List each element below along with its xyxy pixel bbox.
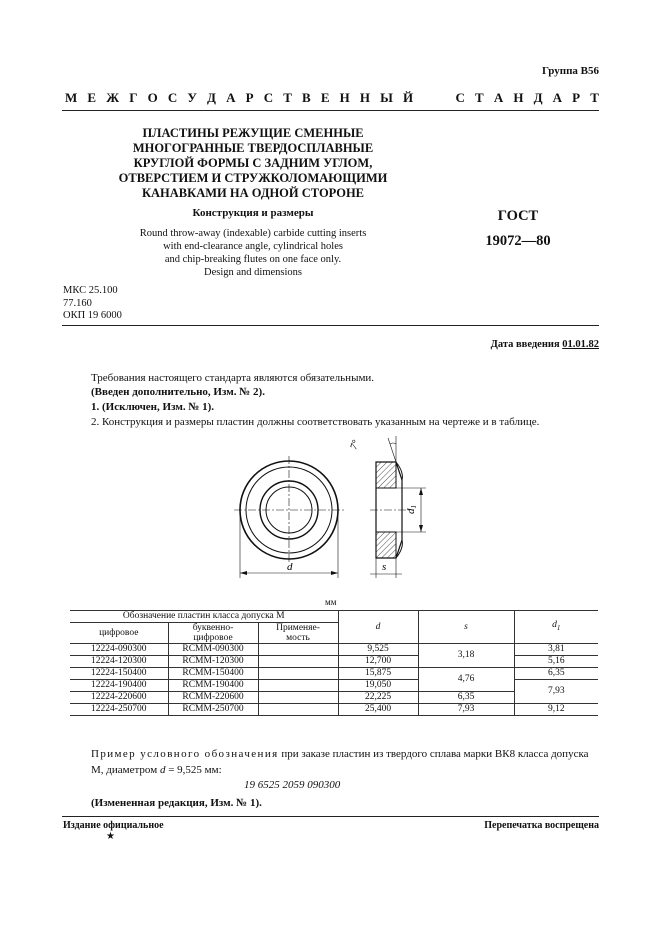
clearance-angle-label: 7° <box>348 438 362 452</box>
table-header-s: s <box>418 611 514 644</box>
cell-d1: 5,16 <box>514 656 598 668</box>
effective-date-label: Дата введения <box>490 339 563 350</box>
table-header-row-1 <box>70 611 598 623</box>
cell-alpha: RCMM-120300 <box>168 656 258 668</box>
cell-d: 15,875 <box>338 668 418 680</box>
table-header-d: d <box>338 611 418 644</box>
cell-d1: 7,93 <box>514 680 598 704</box>
table-header-applicability: Применяе- мость <box>258 623 338 644</box>
header-letter <box>423 90 429 106</box>
dimension-s-label: s <box>382 561 387 573</box>
header-letter: Е <box>87 90 97 105</box>
paragraph-item-2: 2. Конструкция и размеры пластин должны соответствовать указанным на чертеже и в таблице. <box>91 416 540 428</box>
star-mark: ★ <box>106 831 115 842</box>
table-header-d1: $d_1$ <box>514 611 598 644</box>
cell-applicability <box>258 668 338 680</box>
example-text: при заказе пластин из твердого сплава марки ВК8 класса допуска М, диаметром <box>91 748 589 776</box>
dimensions-table <box>70 610 598 716</box>
header-letter: Г <box>129 90 138 105</box>
paragraph-mandatory: Требования настоящего стандарта являются обязательными. <box>91 372 375 384</box>
footer-divider <box>62 816 599 817</box>
cell-alpha: RCMM-220600 <box>168 692 258 704</box>
header-letter: У <box>187 90 197 105</box>
cell-s: 3,18 <box>418 644 514 668</box>
cell-alpha: RCMM-090300 <box>168 644 258 656</box>
table-row <box>70 656 598 668</box>
classification-codes: МКС 25.100 77.160 ОКП 19 6000 <box>63 285 122 321</box>
effective-date-value: 01.01.82 <box>562 339 599 350</box>
units-label: мм <box>325 597 337 607</box>
cell-digital: 12224-090300 <box>70 644 168 656</box>
table-header-group: Обозначение пластин класса допуска М <box>70 611 338 623</box>
header-divider <box>62 110 599 111</box>
example-code: 19 6525 2059 090300 <box>244 779 341 791</box>
header-letter: С <box>455 90 465 105</box>
header-letter <box>439 90 445 106</box>
effective-date <box>491 339 599 350</box>
footer-reprint-prohibited: Перепечатка воспрещена <box>484 820 599 831</box>
amended-note: (Измененная редакция, Изм. № 1). <box>91 797 262 809</box>
dimension-d1-label: d1 <box>405 505 418 514</box>
cell-applicability <box>258 656 338 668</box>
designation-example <box>91 746 601 778</box>
header-letter: С <box>263 90 274 105</box>
standard-header <box>65 90 599 106</box>
title-ru: ПЛАСТИНЫ РЕЖУЩИЕ СМЕННЫЕ МНОГОГРАННЫЕ ТВЕРДОСПЛАВНЫЕ КРУГЛОЙ ФОРМЫ С ЗАДНИМ УГЛОМ, ОТВЕРСТИЕМ И СТРУЖКОЛОМАЮЩИМИ КАНАВКАМИ НА ОДНОЙ СТОРОНЕ <box>118 126 388 200</box>
dimension-s <box>370 558 402 578</box>
table-row <box>70 680 598 692</box>
cell-d: 22,225 <box>338 692 418 704</box>
cell-digital: 12224-250700 <box>70 704 168 716</box>
header-letter: Д <box>533 90 543 105</box>
cell-applicability <box>258 692 338 704</box>
classification-divider <box>62 325 599 326</box>
cell-d: 19,050 <box>338 680 418 692</box>
cell-s: 7,93 <box>418 704 514 716</box>
header-letter: Е <box>320 90 330 105</box>
insert-drawing <box>230 432 440 582</box>
cell-digital: 12224-120300 <box>70 656 168 668</box>
header-letter: Ы <box>380 90 393 105</box>
header-letter: Й <box>403 90 414 105</box>
footer-official-edition: Издание официальное <box>63 820 164 831</box>
header-letter: Ж <box>106 90 120 105</box>
header-letter: Т <box>590 90 599 105</box>
header-letter: Н <box>339 90 350 105</box>
group-code: Группа В56 <box>541 65 599 77</box>
paragraph-amendment-2: (Введен дополнительно, Изм. № 2). <box>91 386 265 398</box>
cell-d: 12,700 <box>338 656 418 668</box>
example-tail: = 9,525 мм: <box>165 764 222 776</box>
example-heading: Пример условного обозначения <box>91 748 279 760</box>
header-letter: С <box>167 90 178 105</box>
paragraph-item-1-text: 1. (Исключен, Изм. № 1). <box>91 401 215 413</box>
cell-d1: 6,35 <box>514 668 598 680</box>
cell-d1: 9,12 <box>514 704 598 716</box>
insert-front-view <box>234 456 344 564</box>
cell-digital: 12224-220600 <box>70 692 168 704</box>
table-row <box>70 704 598 716</box>
cell-alpha: RCMM-190400 <box>168 680 258 692</box>
cell-digital: 12224-150400 <box>70 668 168 680</box>
example-variable: d <box>159 764 166 776</box>
cell-applicability <box>258 680 338 692</box>
header-letter: А <box>226 90 236 105</box>
table-header-digital: цифровое <box>70 623 168 644</box>
title-en: Round throw-away (indexable) carbide cutting inserts with end-clearance angle, cylindrical holes and chip-breaking flutes on one face only. Design and dimensions <box>139 228 367 278</box>
cell-s: 4,76 <box>418 668 514 692</box>
header-letter: О <box>147 90 158 105</box>
cell-applicability <box>258 644 338 656</box>
header-letter: Р <box>245 90 254 105</box>
cell-digital: 12224-190400 <box>70 680 168 692</box>
header-letter: М <box>65 90 78 105</box>
header-letter: Н <box>359 90 370 105</box>
header-letter: А <box>552 90 563 105</box>
paragraph-item-1 <box>91 401 214 413</box>
header-letter: Д <box>207 90 216 105</box>
cell-applicability <box>258 704 338 716</box>
header-letter: Т <box>475 90 484 105</box>
insert-side-view <box>370 462 410 558</box>
cell-d: 9,525 <box>338 644 418 656</box>
header-letter: Р <box>572 90 581 105</box>
header-letter: Н <box>513 90 524 105</box>
header-letter: Т <box>283 90 292 105</box>
subtitle-ru: Конструкция и размеры <box>192 207 314 219</box>
table-header-alpha: буквенно- цифровое <box>168 623 258 644</box>
cell-s: 6,35 <box>418 692 514 704</box>
table-row <box>70 644 598 656</box>
cell-d1: 3,81 <box>514 644 598 656</box>
dimension-d-label: d <box>287 561 293 573</box>
table-row <box>70 668 598 680</box>
cell-d: 25,400 <box>338 704 418 716</box>
header-letter: В <box>302 90 311 105</box>
cell-alpha: RCMM-250700 <box>168 704 258 716</box>
cell-alpha: RCMM-150400 <box>168 668 258 680</box>
header-letter: А <box>493 90 504 105</box>
gost-number: ГОСТ 19072—80 <box>485 208 551 249</box>
clearance-angle <box>348 436 396 462</box>
